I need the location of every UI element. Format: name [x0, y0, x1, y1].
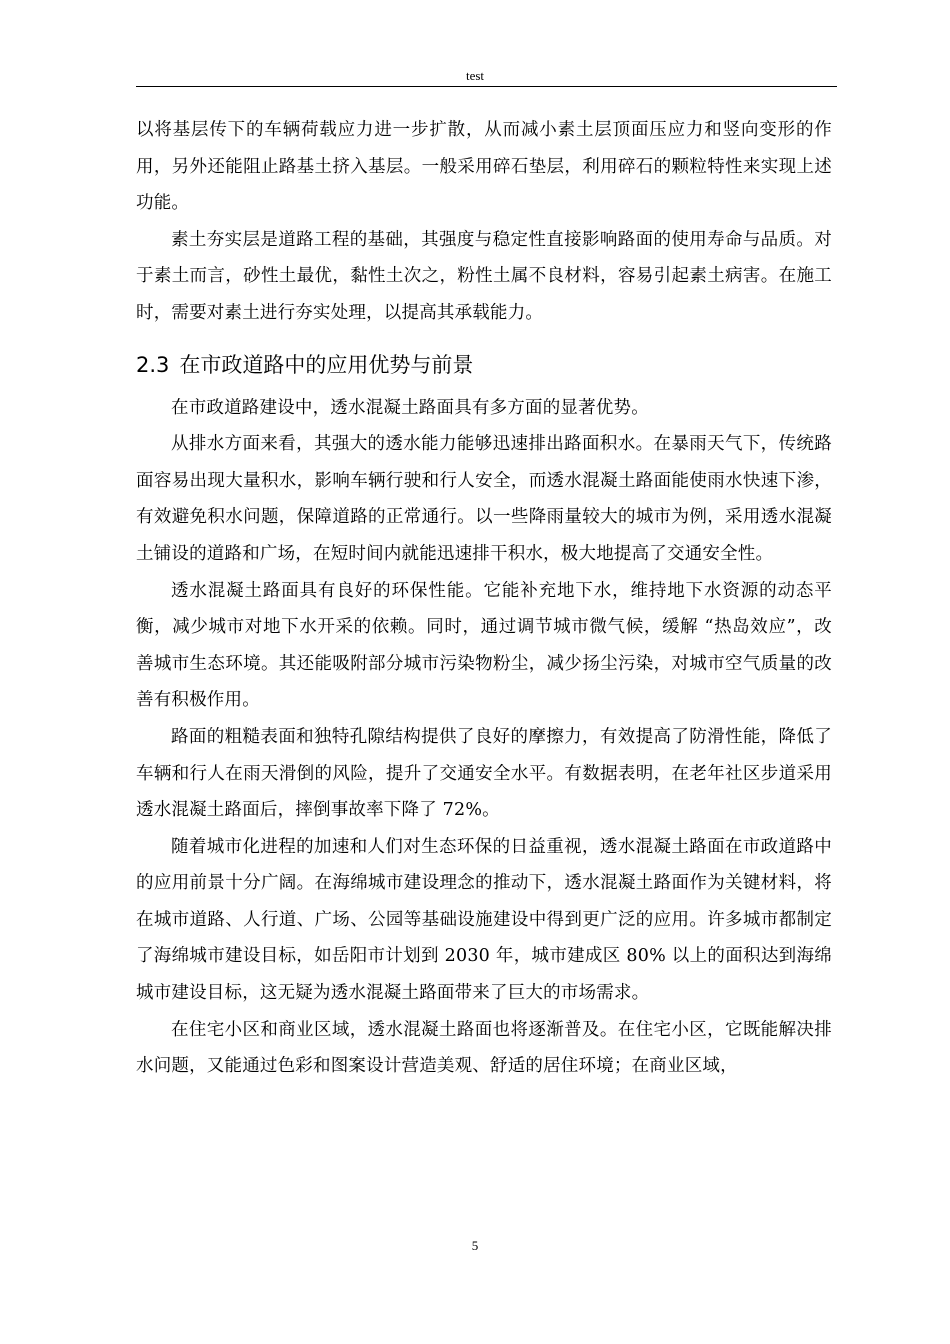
section-title: 在市政道路中的应用优势与前景 [179, 352, 474, 377]
page-number: 5 [471, 1238, 479, 1253]
paragraph-continued: 以将基层传下的车辆荷载应力进一步扩散，从而减小素土层顶面压应力和竖向变形的作用，另外还能阻止路基土挤入基层。一般采用碎石垫层，利用碎石的颗粒特性来实现上述功能。 [136, 120, 832, 214]
document-body [136, 112, 832, 1085]
paragraph-residential: 在住宅小区和商业区域，透水混凝土路面也将逐渐普及。在住宅小区，它既能解决排水问题，又能通过色彩和图案设计营造美观、舒适的居住环境；在商业区域， [136, 1019, 832, 1077]
paragraph-environment: 透水混凝土路面具有良好的环保性能。它能补充地下水，维持地下水资源的动态平衡，减少城市对地下水开采的依赖。同时，通过调节城市微气候，缓解 “热岛效应”，改善城市生态环境。其还能吸附部分城市污染物粉尘，减少扬尘污染，对城市空气质量的改善有积极作用。 [136, 580, 832, 711]
paragraph-intro: 在市政道路建设中，透水混凝土路面具有多方面的显著优势。 [171, 397, 649, 418]
paragraph-prospects: 随着城市化进程的加速和人们对生态环保的日益重视，透水混凝土路面在市政道路中的应用前景十分广阔。在海绵城市建设理念的推动下，透水混凝土路面作为关键材料，将在城市道路、人行道、广场、公园等基础设施建设中得到更广泛的应用。许多城市都制定了海绵城市建设目标，如岳阳市计划到 2030 年，城市建成区 80% 以上的面积达到海绵城市建设目标，这无疑为透水混凝土路面带来了巨大的市场需求。 [136, 836, 832, 1004]
section-number: 2.3 [136, 352, 170, 377]
paragraph-safety: 路面的粗糙表面和独特孔隙结构提供了良好的摩擦力，有效提高了防滑性能，降低了车辆和行人在雨天滑倒的风险，提升了交通安全水平。有数据表明，在老年社区步道采用透水混凝土路面后，摔倒事故率下降了 72%。 [136, 726, 832, 821]
section-heading [136, 350, 832, 380]
paragraph-drainage: 从排水方面来看，其强大的透水能力能够迅速排出路面积水。在暴雨天气下，传统路面容易出现大量积水，影响车辆行驶和行人安全，而透水混凝土路面能使雨水快速下渗，有效避免积水问题，保障道路的正常通行。以一些降雨量较大的城市为例，采用透水混凝土铺设的道路和广场，在短时间内就能迅速排干积水，极大地提高了交通安全性。 [136, 434, 832, 564]
running-header: test [465, 68, 485, 83]
header-divider [136, 86, 837, 87]
paragraph-subgrade: 素土夯实层是道路工程的基础，其强度与稳定性直接影响路面的使用寿命与品质。对于素土而言，砂性土最优，黏性土次之，粉性土属不良材料，容易引起素土病害。在施工时，需要对素土进行夯实处理，以提高其承载能力。 [136, 229, 832, 323]
